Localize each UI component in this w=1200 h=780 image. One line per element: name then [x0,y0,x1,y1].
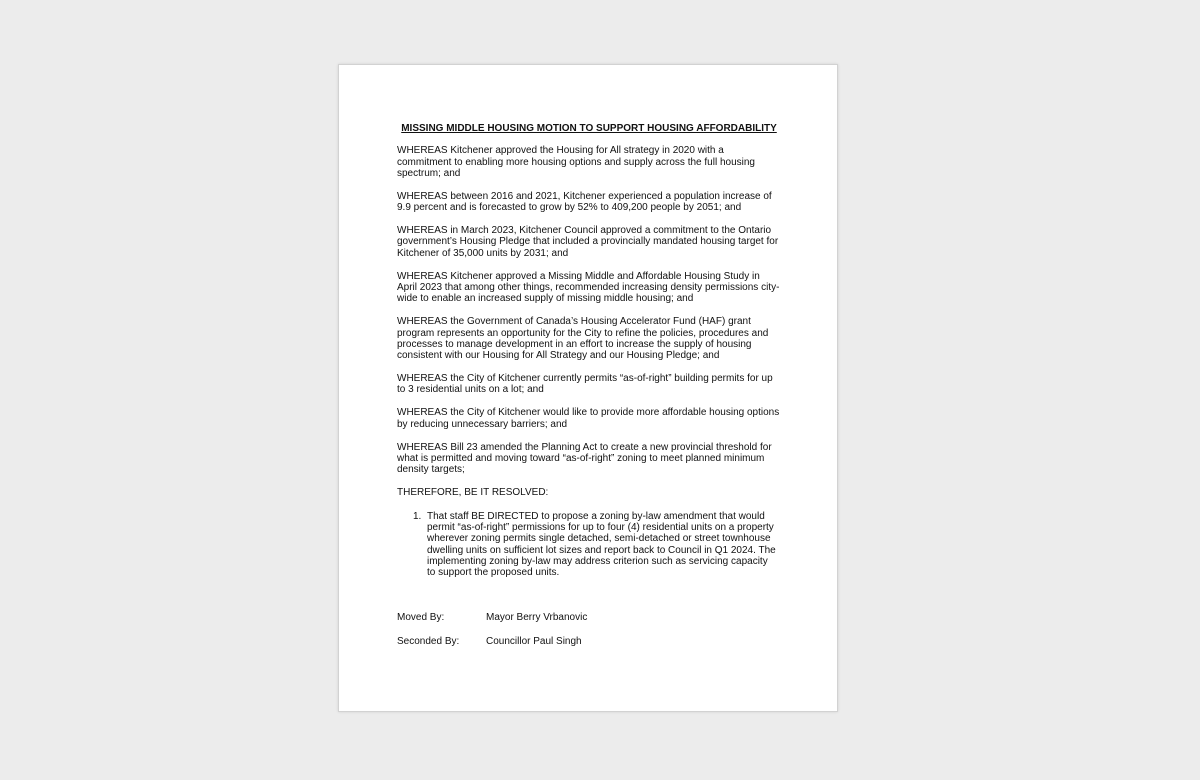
seconded-by-name: Councillor Paul Singh [486,635,582,647]
seconded-by-label: Seconded By: [397,635,460,647]
whereas-paragraph: WHEREAS Kitchener approved a Missing Middle and Affordable Housing Study in April 2023 that among other things, recommended increasing density permissions city-wide to enable an increased supply of missing middle housing; and [397,270,780,305]
whereas-paragraph: WHEREAS in March 2023, Kitchener Council approved a commitment to the Ontario government’s Housing Pledge that included a provincially mandated housing target for Kitchener of 35,000 units by 2031; and [397,225,779,259]
whereas-paragraph: WHEREAS the City of Kitchener currently permits “as-of-right” building permits for up to 3 residential units on a lot; and [397,373,773,396]
whereas-paragraph: WHEREAS Bill 23 amended the Planning Act to create a new provincial threshold for what is permitted and moving toward “as-of-right” zoning to meet planned minimum density targets; [397,441,772,476]
document-title: MISSING MIDDLE HOUSING MOTION TO SUPPORT HOUSING AFFORDABILITY [401,123,777,134]
document-page [338,64,838,712]
resolution-number: 1. [413,510,422,522]
seconded-by-row [397,636,781,647]
whereas-paragraph: WHEREAS the City of Kitchener would like to provide more affordable housing options by reducing unnecessary barriers; and [397,407,780,430]
moved-by-row [397,612,781,623]
resolution-text: That staff BE DIRECTED to propose a zoning by-law amendment that would permit “as-of-right” permissions for up to four (4) residential units on a property wherever zoning permits single detached, semi-detached or street townhouse dwelling units on sufficient lot sizes and report back to Council in Q1 2024. The implementing zoning by-law may address criterion such as servicing capacity to support the proposed units. [427,510,776,579]
resolution-item [397,511,781,579]
moved-by-name: Mayor Berry Vrbanovic [486,612,588,624]
moved-by-label: Moved By: [397,612,445,624]
page-content [397,123,781,647]
resolved-heading: THEREFORE, BE IT RESOLVED: [397,487,549,499]
whereas-paragraph: WHEREAS the Government of Canada’s Housing Accelerator Fund (HAF) grant program represents an opportunity for the City to refine the policies, procedures and processes to manage development in an effort to increase the supply of housing consistent with our Housing for All Strategy and our Housing Pledge; and [397,316,769,362]
resolution-list [397,511,781,579]
whereas-paragraph: WHEREAS between 2016 and 2021, Kitchener experienced a population increase of 9.9 percent and is forecasted to grow by 52% to 409,200 people by 2051; and [397,190,772,214]
whereas-paragraph: WHEREAS Kitchener approved the Housing for All strategy in 2020 with a commitment to enabling more housing options and supply across the full housing spectrum; and [397,145,755,179]
